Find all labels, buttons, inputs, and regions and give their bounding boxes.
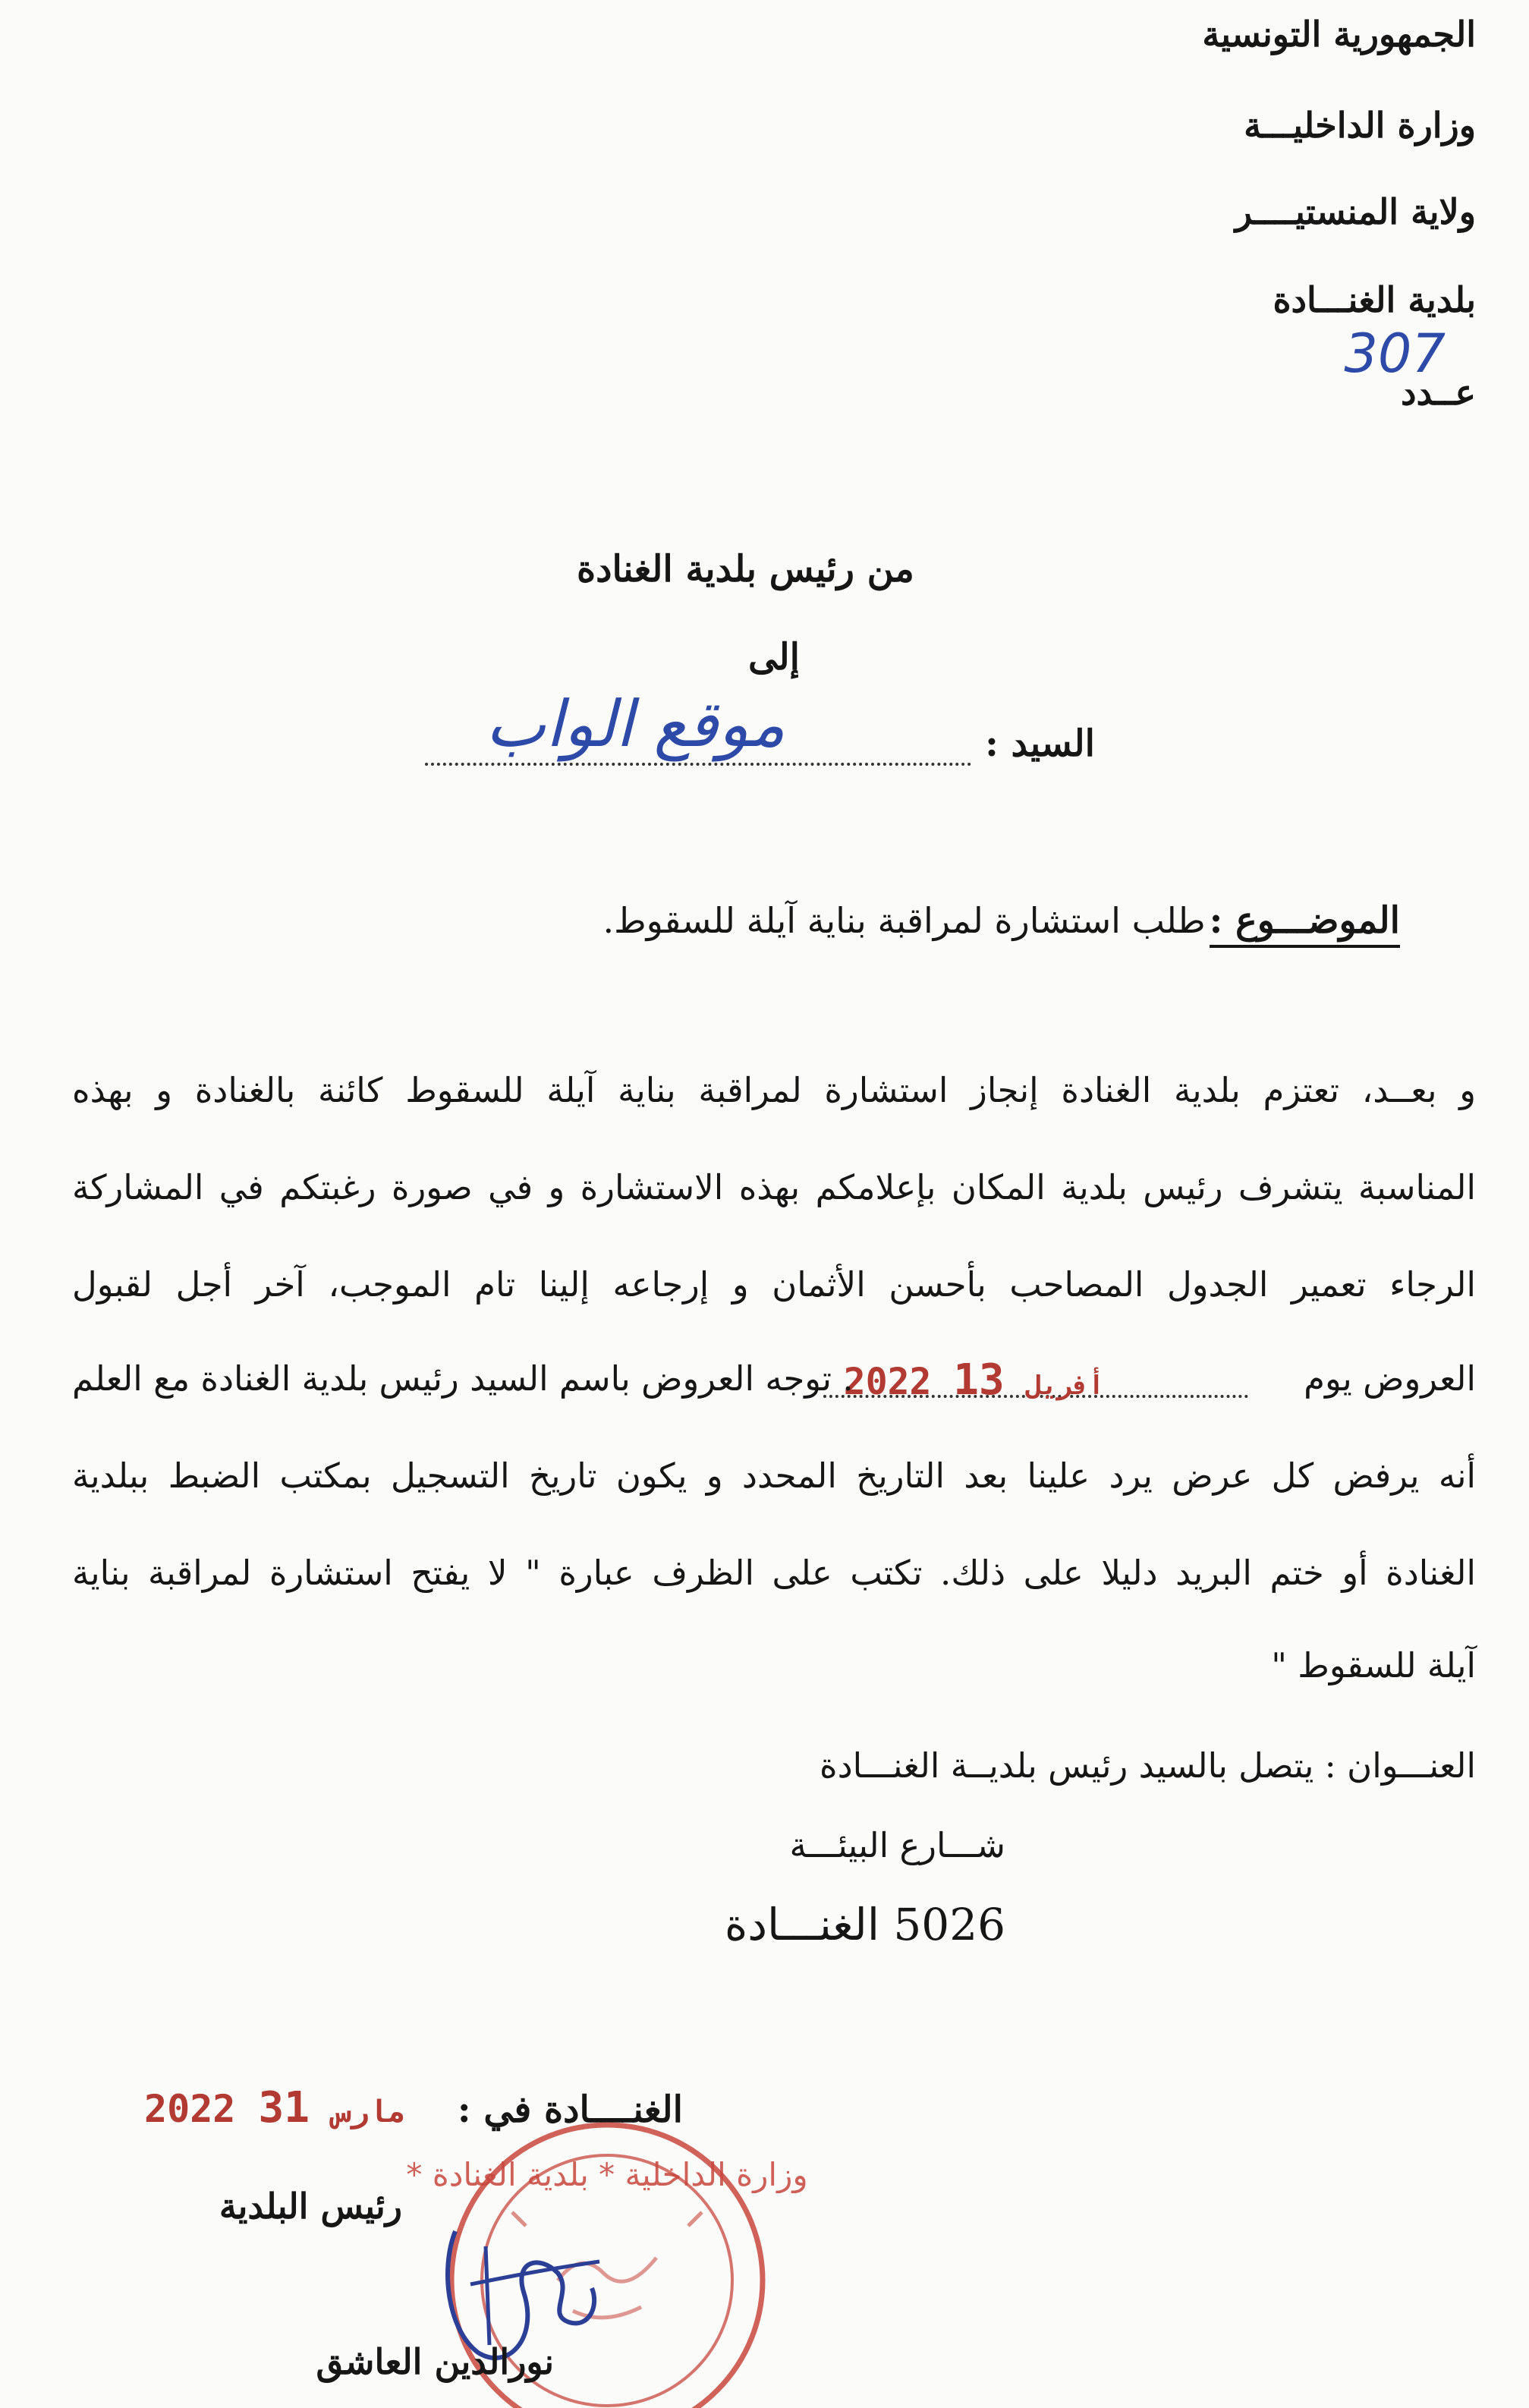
header-ministry: وزارة الداخليـــة	[1244, 105, 1476, 146]
body-line-3: الرجاء تعمير الجدول المصاحب بأحسن الأثمان و إرجاعه إلينا تام الموجب، آخر أجل لقبول	[72, 1264, 1476, 1305]
deadline-after: . توجه العروض باسم السيد رئيس بلدية الغنادة مع العلم	[72, 1358, 854, 1399]
body-line-2: المناسبة يتشرف رئيس بلدية المكان بإعلامكم بهذه الاستشارة و في صورة رغبتكم في المشاركة	[72, 1167, 1476, 1207]
place-date-stamp-year: 2022	[144, 2087, 236, 2131]
place-date-label: الغنــــادة في :	[457, 2089, 683, 2131]
to-label: إلى	[748, 636, 800, 678]
place-date-stamp-month: مارس	[332, 2095, 406, 2129]
address-line-1: العنـــوان : يتصل بالسيد رئيس بلديــة الغنـــادة	[820, 1745, 1476, 1786]
deadline-stamp-year: 2022	[843, 1361, 932, 1403]
place-date-stamp-day: 31	[258, 2083, 310, 2133]
deadline-before: العروض يوم	[1304, 1358, 1476, 1399]
signature-title: رئيس البلدية	[219, 2186, 402, 2227]
seal-text: وزارة الداخلية * بلدية الغنادة *	[406, 2156, 808, 2193]
from-line: من رئيس بلدية الغنادة	[577, 548, 914, 590]
recipient-dotted-line	[425, 763, 971, 766]
address-line-3: 5026 الغنـــادة	[724, 1899, 1005, 1950]
header-municipality: بلدية الغنـــادة	[1273, 279, 1476, 320]
body-line-1: و بعــد، تعتزم بلدية الغنادة إنجاز استشارة لمراقبة بناية آيلة للسقوط كائنة بالغنادة و بهذه	[72, 1070, 1476, 1110]
header-number-label: عــدد	[1400, 372, 1476, 413]
place-date-stamp	[144, 2083, 405, 2133]
body-line-7: آيلة للسقوط "	[1271, 1645, 1476, 1686]
subject-label: الموضـــوع :	[1210, 899, 1400, 948]
address-line-2: شـــارع البيئـــة	[789, 1825, 1005, 1865]
deadline-stamp-month: أفريل	[1026, 1371, 1104, 1401]
subject-text: طلب استشارة لمراقبة بناية آيلة للسقوط.	[602, 900, 1206, 941]
header-number-value: 307	[1344, 323, 1446, 385]
body-line-5: أنه يرفض كل عرض يرد علينا بعد التاريخ المحدد و يكون تاريخ التسجيل بمكتب الضبط ببلدية	[72, 1456, 1476, 1496]
header-republic: الجمهورية التونسية	[1202, 14, 1476, 55]
header-governorate: ولاية المنستيــــر	[1235, 191, 1476, 232]
body-line-6: الغنادة أو ختم البريد دليلا على ذلك. تكتب على الظرف عبارة " لا يفتح استشارة لمراقبة بناية	[72, 1553, 1476, 1593]
signature-name: نورالدين العاشق	[316, 2341, 554, 2382]
recipient-label: السيد :	[985, 722, 1095, 765]
deadline-stamp-day: 13	[953, 1355, 1005, 1405]
recipient-handwritten: موقع الواب	[486, 687, 785, 761]
deadline-date-stamp	[844, 1355, 1104, 1405]
subject-line	[602, 899, 1400, 942]
